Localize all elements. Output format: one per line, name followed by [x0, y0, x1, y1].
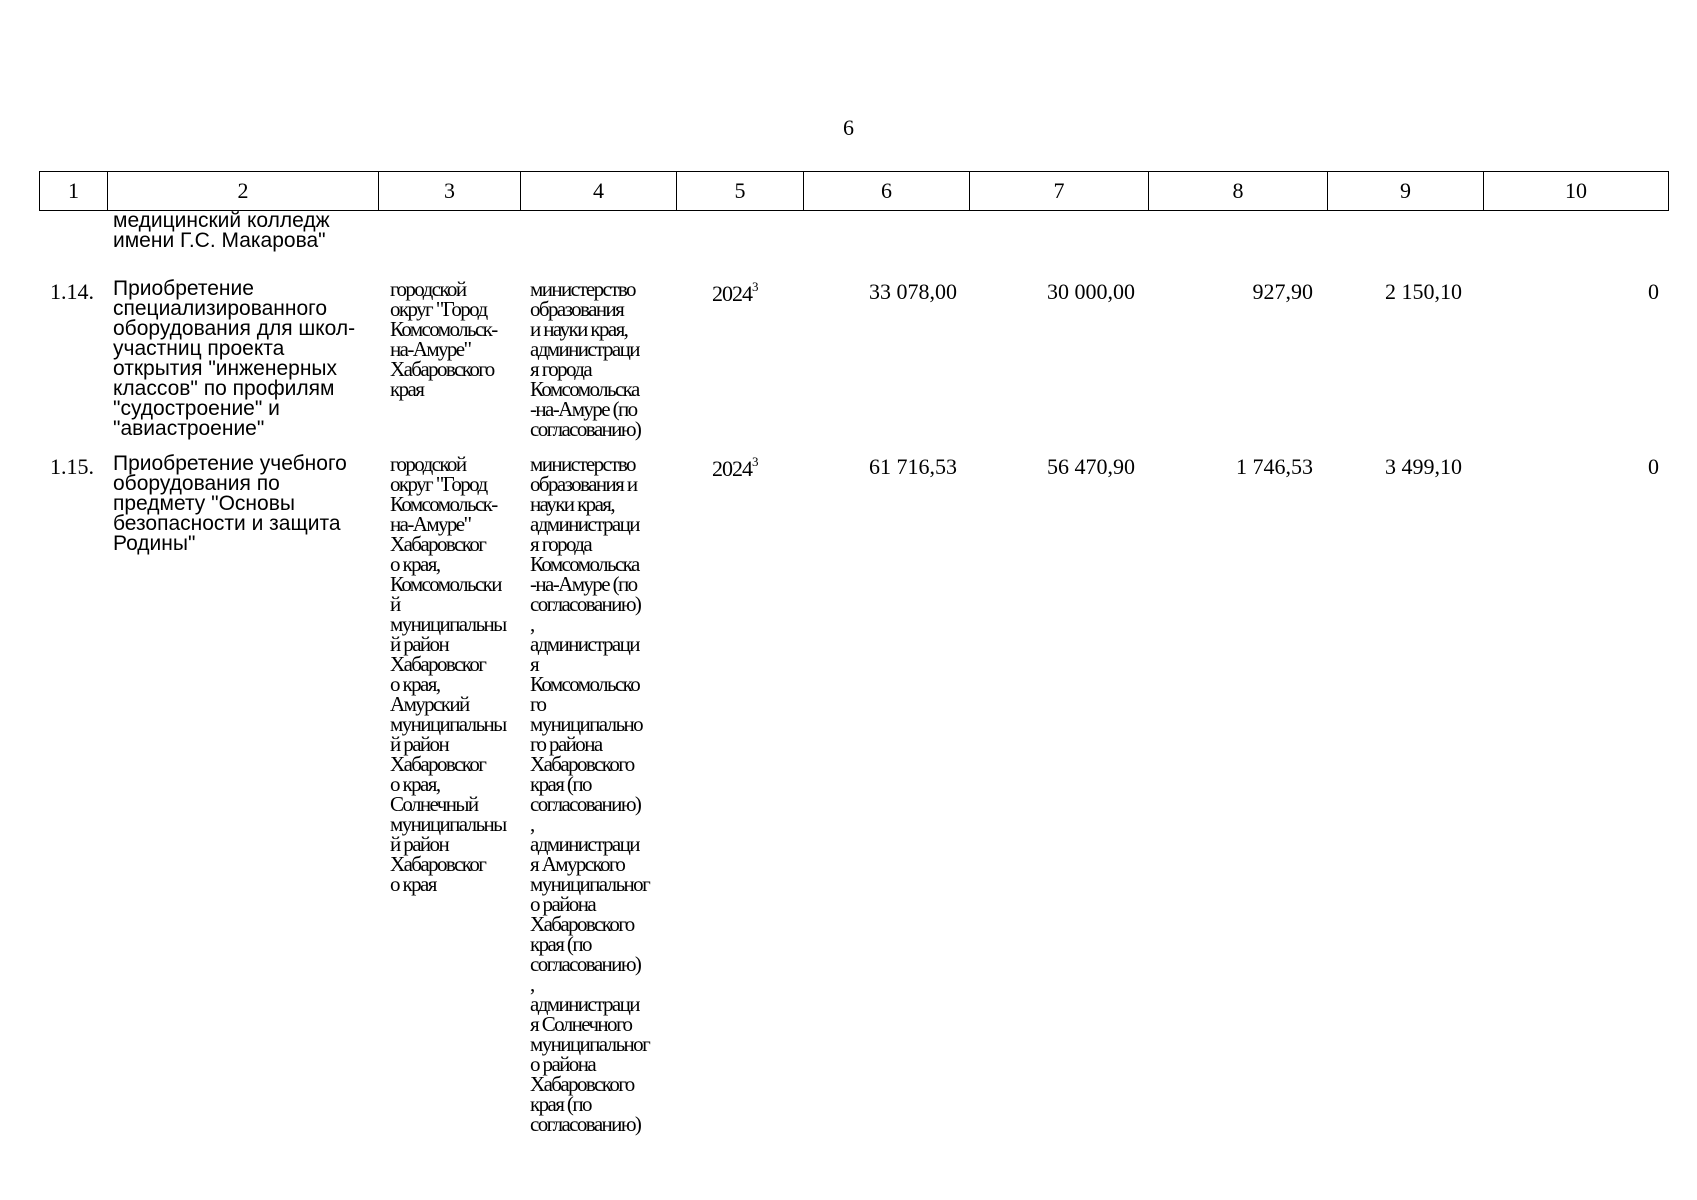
- amount-col-10: 0: [1648, 279, 1659, 304]
- executor: министерство образования и науки края, администраци я города Комсомольска -на-Амуре (по согласованию): [530, 277, 641, 441]
- header-col-2: 2: [108, 172, 379, 211]
- total-amount: 33 078,00: [869, 279, 957, 304]
- header-col-7: 7: [970, 172, 1149, 211]
- amount-col-7: 30 000,00: [1047, 279, 1135, 304]
- year-value: 2024: [712, 281, 752, 306]
- amount-col-10: 0: [1648, 454, 1659, 479]
- territory: городской округ "Город Комсомольск- на-Амуре" Хабаровского края: [390, 277, 497, 401]
- continuation-text: медицинский колледж имени Г.С. Макарова": [113, 209, 330, 252]
- amount-col-9: 2 150,10: [1385, 279, 1462, 304]
- header-col-4: 4: [521, 172, 677, 211]
- total-amount: 61 716,53: [869, 454, 957, 479]
- header-col-3: 3: [379, 172, 521, 211]
- page-number: 6: [843, 115, 854, 140]
- measure-name: Приобретение учебного оборудования по предмету "Основы безопасности и защита Родины": [113, 452, 347, 555]
- year-footnote: 3: [752, 279, 759, 294]
- header-col-1: 1: [40, 172, 108, 211]
- header-col-9: 9: [1328, 172, 1484, 211]
- measure-name: Приобретение специализированного оборудования для школ- участниц проекта открытия "инженерных классов" по профилям "судостроение" и "авиастроение": [113, 277, 356, 440]
- year: [712, 454, 759, 482]
- amount-col-8: 1 746,53: [1236, 454, 1313, 479]
- header-col-5: 5: [677, 172, 804, 211]
- amount-col-9: 3 499,10: [1385, 454, 1462, 479]
- row-number: 1.15.: [50, 454, 94, 479]
- year-footnote: 3: [752, 454, 759, 469]
- amount-col-7: 56 470,90: [1047, 454, 1135, 479]
- header-col-8: 8: [1149, 172, 1328, 211]
- year-value: 2024: [712, 456, 752, 481]
- header-col-6: 6: [804, 172, 970, 211]
- row-number: 1.14.: [50, 279, 94, 304]
- territory: городской округ "Город Комсомольск- на-Амуре" Хабаровског о края, Комсомольски й муниципальны й район Хабаровског о края, Амурский муниципальны й район Хабаровског о края, Солнечный муниципальны й район Хабаровског о края: [390, 452, 506, 896]
- amount-col-8: 927,90: [1252, 279, 1313, 304]
- year: [712, 279, 759, 307]
- table-header: [39, 171, 1669, 211]
- header-col-10: 10: [1484, 172, 1669, 211]
- executor: министерство образования и науки края, администраци я города Комсомольска -на-Амуре (по согласованию) , администраци я Комсомольско го муниципально го района Хабаровского края (по согласованию) , администраци я Амурского муниципальног о района Хабаровского края (по согласованию) , администраци я Солнечного муниципальног о района Хабаровского края (по согласованию): [530, 452, 650, 1136]
